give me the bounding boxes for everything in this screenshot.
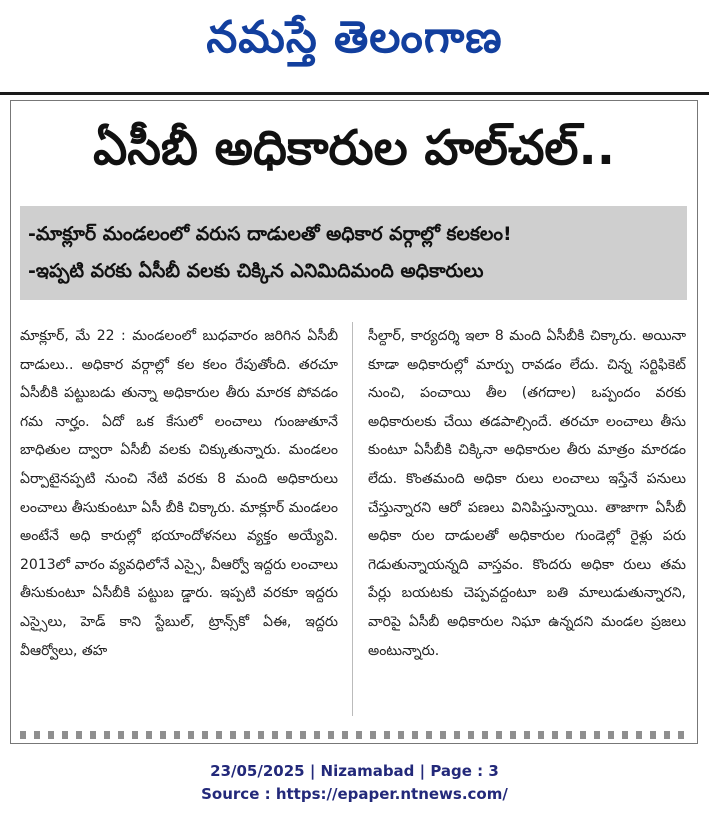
newspaper-logo-title: నమస్తే తెలంగాణ: [206, 12, 503, 63]
subheadline-1: -మాక్లూర్‌ మండలంలో వరుస దాడులతో అధికార వర్గాల్లో కలకలం!: [28, 223, 512, 245]
masthead: [0, 0, 709, 86]
source-link[interactable]: Source : https://epaper.ntnews.com/: [201, 785, 508, 803]
subheadline-2: -ఇప్పటి వరకు ఏసీబీ వలకు చిక్కిన ఎనిమిదిమంది అధికారులు: [28, 260, 484, 282]
article-headline: ఏసీబీ అధికారుల హల్‌చల్‌..: [93, 120, 615, 176]
article-body-column-left: మాక్లూర్‌, మే 22 : మండలంలో బుధవారం జరిగిన ఏసీబీ దాడులు.. అధికార వర్గాల్లో కల కలం రేపుతోంది. తరచూ ఏసీబీకి పట్టుబడు తున్నా అధికారుల తీరు మారక పోవడం గమ నార్హం. ఏదో ఒక కేసులో లంచాలు గుంజుతూనే బాధితుల ద్వారా ఏసీబీ వలకు చిక్కుతున్నారు. మండలం ఏర్పాటైనప్పటి నుంచి నేటి వరకు 8 మంది అధికారులు లంచాలు తీసుకుంటూ ఏసీ బీకి చిక్కారు. మాక్లూర్‌ మండలం అంటేనే అధి కారుల్లో భయాందోళనలు వ్యక్తం అయ్యేవి. 2013లో వారం వ్యవధిలోనే ఎస్సై, వీఆర్వో ఇద్దరు లంచాలు తీసుకుంటూ ఏసీబీకి పట్టుబ డ్డారు. ఇప్పటి వరకూ ఇద్దరు ఎస్సైలు, హెడ్‌ కాని స్టేబుల్‌, ట్రాన్స్‌కో ఏఈ, ఇద్దరు వీఆర్వోలు, తహ: [20, 328, 338, 659]
masthead-divider: [0, 92, 709, 95]
article-body-column-right: సీల్దార్‌, కార్యదర్శి ఇలా 8 మంది ఏసీబీకి చిక్కారు. అయినా కూడా అధికారుల్లో మార్పు రావడం లేదు. చిన్న సర్టిఫికెట్‌ నుంచి, పంచాయి తీల (తగదాల) ఒప్పందం వరకు అధికారులకు చేయి తడపాల్సిందే. తరచూ లంచాలు తీసు కుంటూ ఏసీబీకి చిక్కినా అధికారుల తీరు మాత్రం మారడం లేదు. కొంతమంది అధికా రులు లంచాలు ఇస్తేనే పనులు చేస్తున్నారని ఆరో పణలు వినిపిస్తున్నాయి. తాజాగా ఏసీబీ అధికా రుల దాడులతో అధికారుల గుండెల్లో రైళ్లు పరు గెడుతున్నాయన్నది వాస్తవం. కొందరు అధికా రులు తమ పేర్లు బయటకు చెప్పవద్దంటూ బతి మాలుడుతున్నారని, వారిపై ఏసీబీ అధికారుల నిఘా ఉన్నదని మండల ప్రజలు అంటున్నారు.: [368, 328, 686, 659]
clipping-cut-edge: [20, 731, 687, 739]
edition-dateline: 23/05/2025 | Nizamabad | Page : 3: [210, 762, 499, 780]
subheadline-box: [20, 206, 687, 300]
column-divider: [352, 322, 353, 716]
